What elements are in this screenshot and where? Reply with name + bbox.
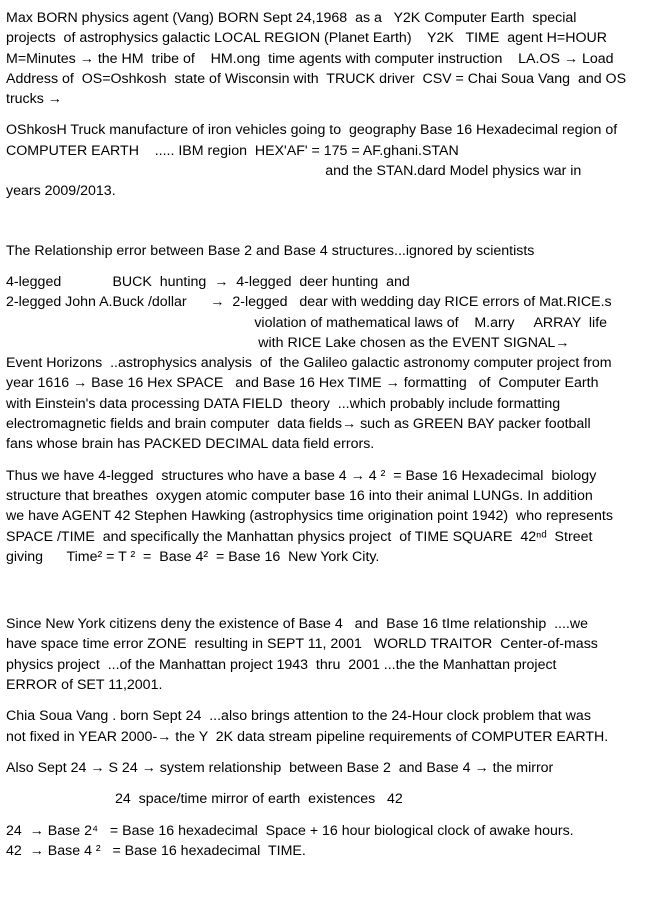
- paragraph-space-time-mirror: [6, 789, 646, 809]
- text-line: years 2009/2013.: [6, 183, 116, 200]
- text-line: Max BORN physics agent (Vang) BORN Sept 24,1968 as a Y2K Computer Earth special: [6, 10, 577, 26]
- paragraph-chia-soua-vang: [6, 706, 646, 747]
- text-line: with Einstein's data processing DATA FIELD theory ...which probably include formatting: [6, 395, 561, 412]
- text-line: 24 → Base 2⁴ = Base 16 hexadecimal Space + 16 hour biological clock of awake hours.: [6, 822, 574, 839]
- text-line: 2-legged John A.Buck /dollar → 2-legged dear with wedding day RICE errors of Mat.RICE.s: [6, 294, 612, 311]
- text-line: electromagnetic fields and brain computer data fields→ such as GREEN BAY packer football: [6, 416, 591, 433]
- text-line: not fixed in YEAR 2000-→ the Y 2K data stream pipeline requirements of COMPUTER EARTH.: [6, 728, 609, 745]
- text-line: Thus we have 4-legged structures who have a base 4 → 4 ² = Base 16 Hexadecimal biology: [6, 467, 597, 484]
- text-line: projects of astrophysics galactic LOCAL REGION (Planet Earth) Y2K TIME agent H=HOUR: [6, 30, 607, 47]
- text-line: OShkosH Truck manufacture of iron vehicles going to geography Base 16 Hexadecimal region of: [6, 122, 618, 139]
- text-line: year 1616 → Base 16 Hex SPACE and Base 16 Hex TIME → formatting of Computer Earth: [6, 375, 599, 392]
- paragraph-max-born: [6, 8, 646, 109]
- text-line: Address of OS=Oshkosh state of Wisconsin with TRUCK driver CSV = Chai Soua Vang and OS: [6, 70, 627, 87]
- text-line: M=Minutes → the HM tribe of HM.ong time agents with computer instruction LA.OS → Load: [6, 50, 614, 67]
- text-line: 4-legged BUCK hunting → 4-legged deer hunting and: [6, 273, 410, 290]
- text-line: COMPUTER EARTH ..... IBM region HEX'AF' = 175 = AF.ghani.STAN: [6, 142, 459, 159]
- paragraph-sept-24: [6, 758, 646, 778]
- text-line: trucks →: [6, 91, 62, 108]
- text-line: Event Horizons ..astrophysics analysis of the Galileo galactic astronomy computer project from: [6, 355, 612, 372]
- text-line: Also Sept 24 → S 24 → system relationship between Base 2 and Base 4 → the mirror: [6, 759, 554, 776]
- blank-space: [6, 213, 646, 241]
- document-body: [6, 8, 646, 872]
- text-line: The Relationship error between Base 2 and Base 4 structures...ignored by scientists: [6, 242, 535, 259]
- paragraph-relationship-error: [6, 241, 646, 261]
- paragraph-base-equations: [6, 821, 646, 862]
- blank-space: [6, 578, 646, 614]
- paragraph-new-york: [6, 614, 646, 695]
- text-line: 24 space/time mirror of earth existences 42: [115, 791, 403, 808]
- paragraph-legged: [6, 272, 646, 455]
- text-line: with RICE Lake chosen as the EVENT SIGNAL→: [6, 334, 570, 351]
- text-line: Since New York citizens deny the existence of Base 4 and Base 16 tIme relationship ....we: [6, 616, 589, 633]
- text-line: ERROR of SET 11,2001.: [6, 677, 163, 694]
- text-line: we have AGENT 42 Stephen Hawking (astrophysics time origination point 1942) who represents: [6, 508, 613, 525]
- text-line: Chia Soua Vang . born Sept 24 ...also brings attention to the 24-Hour clock problem that was: [6, 708, 591, 725]
- text-line: structure that breathes oxygen atomic computer base 16 into their animal LUNGs. In addition: [6, 487, 593, 504]
- text-line: giving Time² = T ² = Base 4² = Base 16 New York City.: [6, 548, 380, 565]
- text-line: and the STAN.dard Model physics war in: [6, 163, 582, 180]
- text-line: violation of mathematical laws of M.arry ARRAY life: [6, 314, 608, 331]
- paragraph-structures: [6, 466, 646, 567]
- text-line: physics project ...of the Manhattan project 1943 thru 2001 ...the the Manhattan project: [6, 656, 557, 673]
- text-line: SPACE /TIME and specifically the Manhattan physics project of TIME SQUARE 42ⁿᵈ Street: [6, 528, 593, 545]
- paragraph-oshkosh: [6, 120, 646, 201]
- text-line: 42 → Base 4 ² = Base 16 hexadecimal TIME.: [6, 842, 306, 859]
- text-line: have space time error ZONE resulting in SEPT 11, 2001 WORLD TRAITOR Center-of-mass: [6, 636, 598, 653]
- text-line: fans whose brain has PACKED DECIMAL data field errors.: [6, 436, 375, 453]
